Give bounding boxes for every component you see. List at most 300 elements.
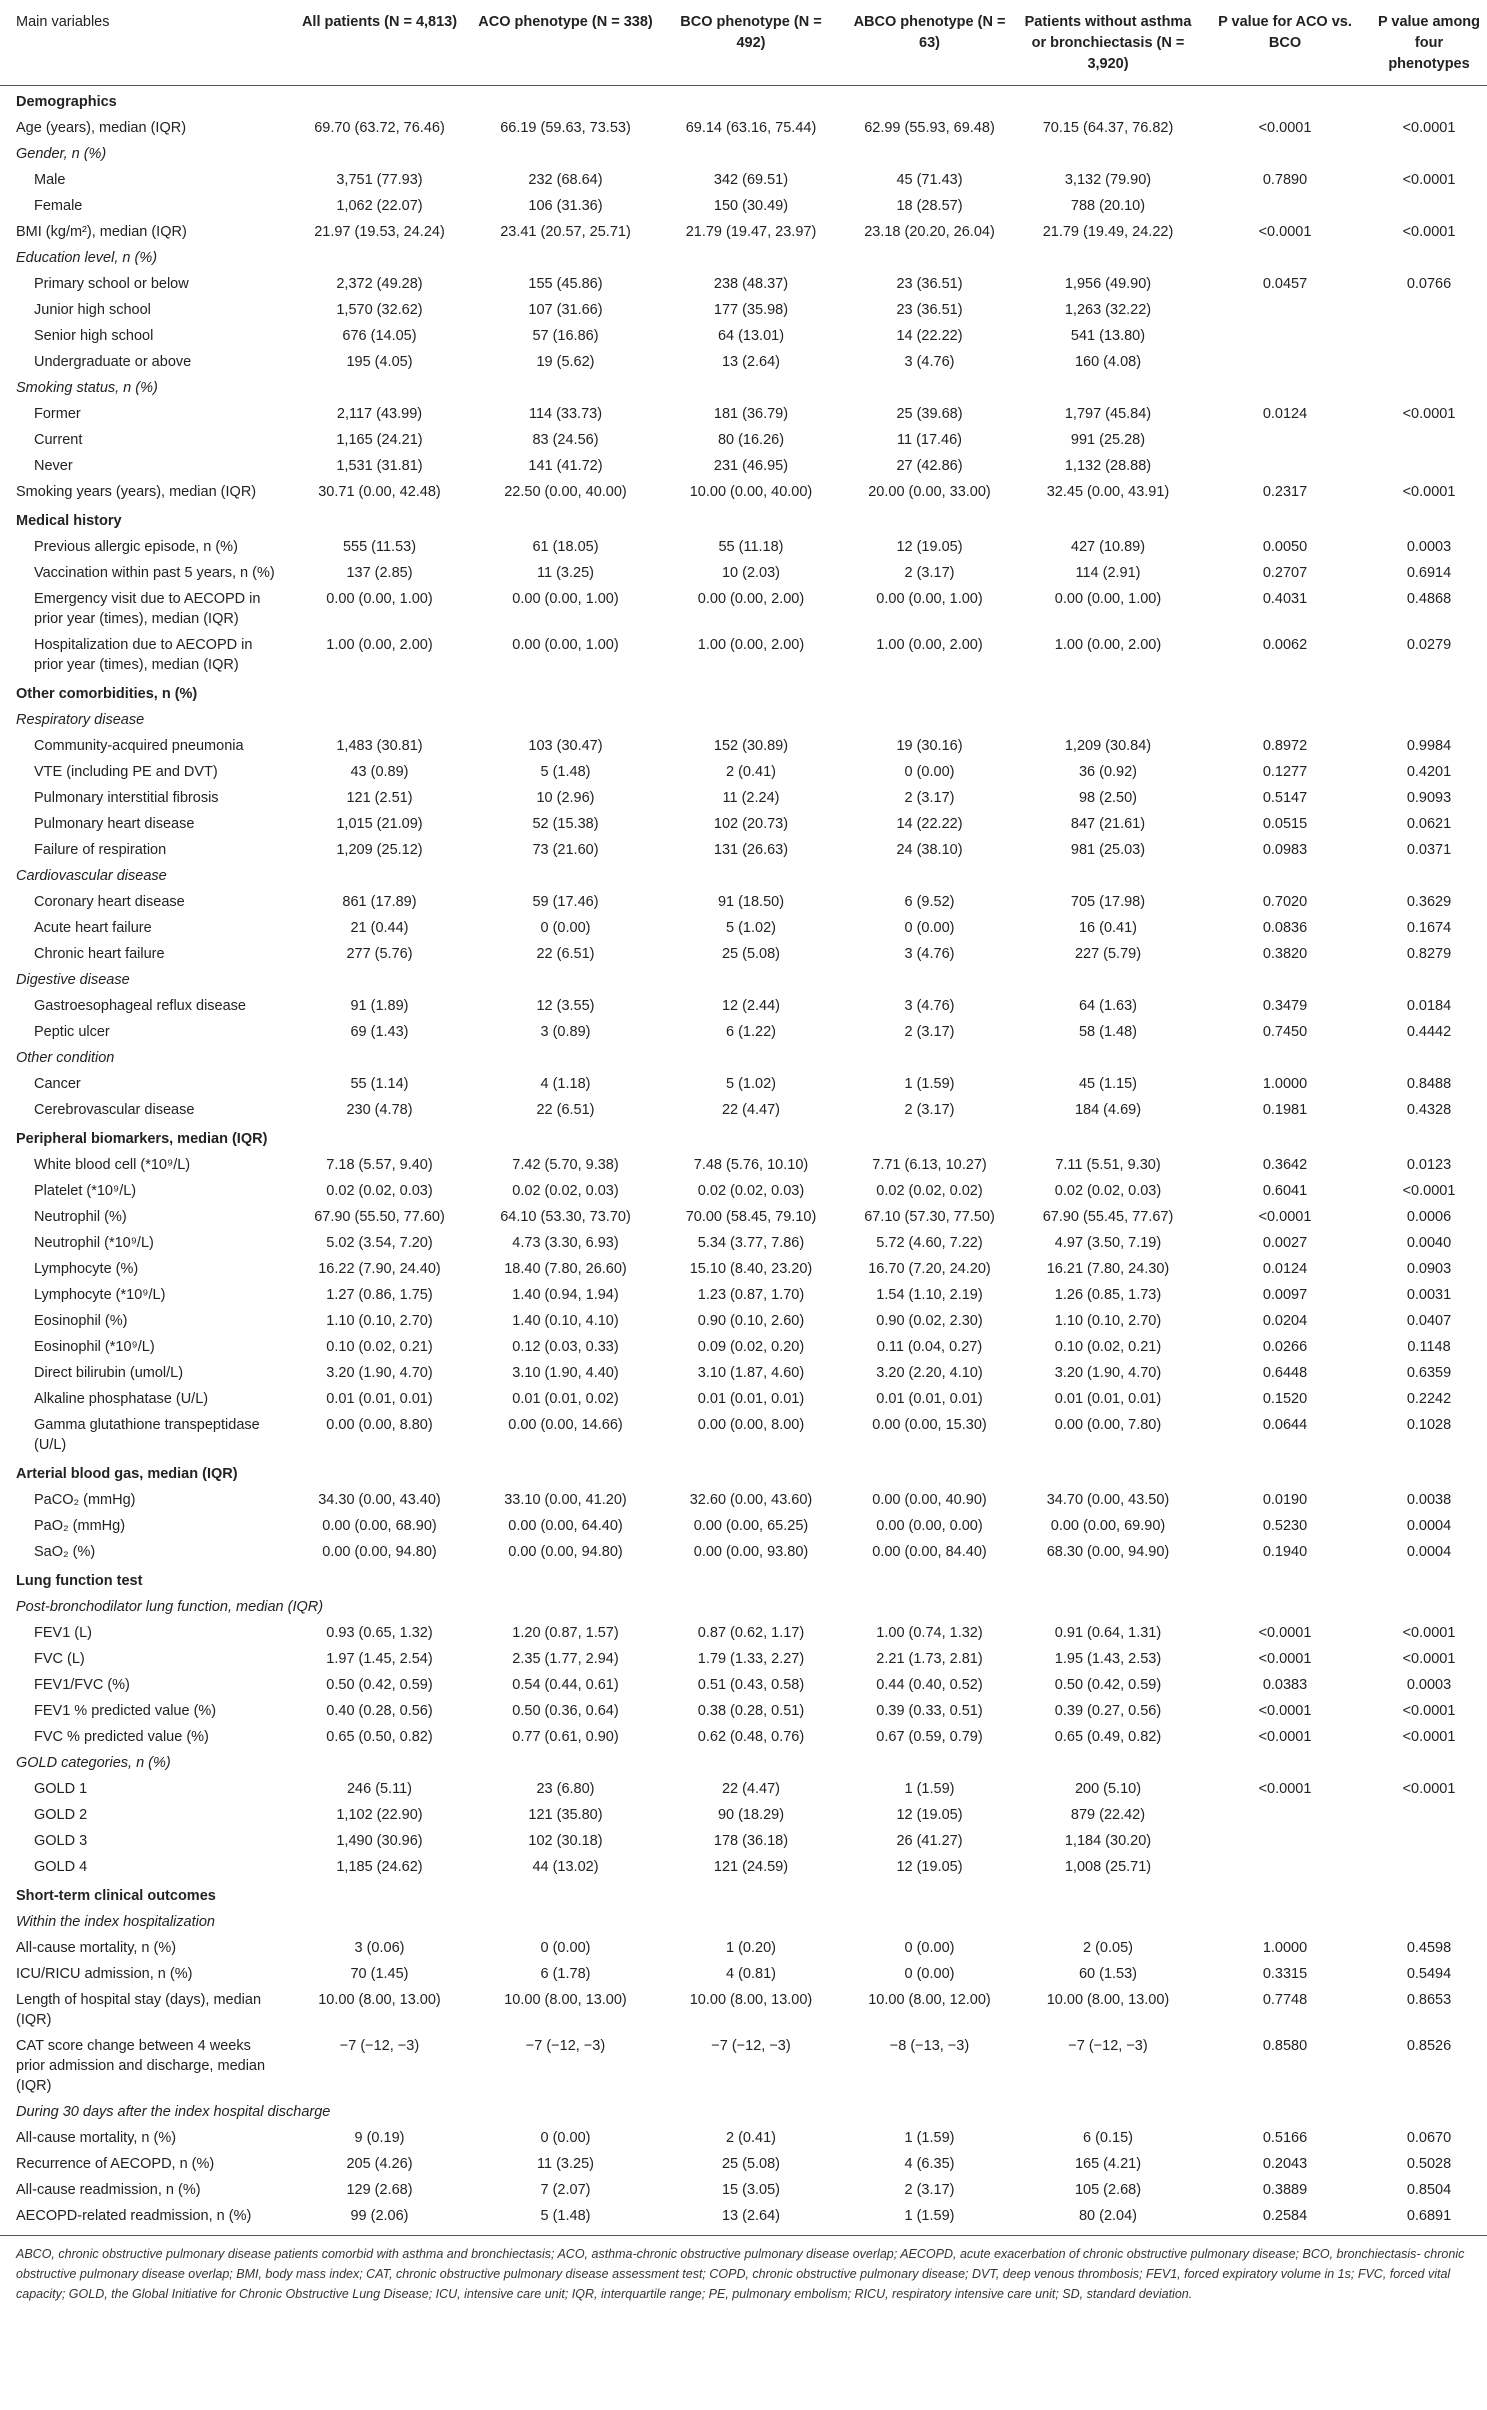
section-header-row [0, 505, 1487, 534]
row-label: Pulmonary heart disease [34, 816, 195, 832]
table-cell: 0.4031 [1262, 591, 1308, 607]
table-cell: 4 (0.81) [726, 1966, 776, 1982]
table-cell: 83 (24.56) [532, 432, 599, 448]
table-cell: 30.71 (0.00, 42.48) [318, 484, 441, 500]
table-cell: 1.95 (1.43, 2.53) [1054, 1651, 1162, 1667]
table-cell: <0.0001 [1258, 1703, 1312, 1719]
table-cell: −7 (−12, −3) [711, 2038, 791, 2054]
table-cell: 10.00 (8.00, 13.00) [689, 1992, 813, 2008]
table-row [0, 401, 1487, 427]
table-cell: 62.99 (55.93, 69.48) [864, 120, 995, 136]
table-cell: 165 (4.21) [1074, 2156, 1142, 2172]
table-cell: 64 (1.63) [1078, 998, 1138, 1014]
table-cell: 0.01 (0.01, 0.01) [326, 1391, 433, 1407]
table-row [0, 1802, 1487, 1828]
table-cell: 2.35 (1.77, 2.94) [512, 1651, 619, 1667]
table-cell: 10.00 (8.00, 13.00) [504, 1992, 627, 2008]
table-cell: 0.67 (0.59, 0.79) [876, 1729, 983, 1745]
table-cell: 1.00 (0.00, 2.00) [876, 637, 983, 653]
table-cell: 1 (0.20) [726, 1940, 776, 1956]
row-label: Eosinophil (%) [34, 1313, 128, 1329]
table-footnote: ABCO, chronic obstructive pulmonary disease patients comorbid with asthma and bronchiectasis; ACO, asthma-chronic obstructive pulmonary disease overlap; AECOPD, acute exacerbation of chronic obstructive pulmonary disease; BCO, bronchiectasis- chronic obstructive pulmonary disease overlap; BMI, body mass index; CAT, chronic obstructive pulmonary disease assessment test; COPD, chronic obstructive pulmonary disease; DVT, deep venous thrombosis; FEV1, forced expiratory volume in 1s; FVC, forced vital capacity; GOLD, the Global Initiative for Chronic Obstructive Lung Disease; ICU, intensive care unit; IQR, interquartile range; PE, pulmonary embolism; RICU, respiratory intensive care unit; SD, standard deviation. [0, 2235, 1487, 2304]
header-all-patients: All patients (N = 4,813) [301, 14, 458, 30]
table-cell: 16.70 (7.20, 24.20) [868, 1261, 991, 1277]
table-cell: 26 (41.27) [896, 1833, 963, 1849]
table-cell: 1,184 (30.20) [1064, 1833, 1152, 1849]
table-cell: 0.1277 [1262, 764, 1308, 780]
table-cell: 0.00 (0.00, 14.66) [508, 1417, 623, 1433]
table-cell: 0.01 (0.01, 0.01) [876, 1391, 983, 1407]
table-cell: 555 (11.53) [342, 539, 417, 555]
table-cell: −8 (−13, −3) [889, 2038, 970, 2054]
table-cell: 0.6448 [1262, 1365, 1308, 1381]
row-label: PaO₂ (mmHg) [34, 1518, 126, 1534]
table-cell: 32.45 (0.00, 43.91) [1046, 484, 1170, 500]
table-cell: 2.21 (1.73, 2.81) [876, 1651, 983, 1667]
table-cell: 0.0124 [1262, 406, 1308, 422]
table-cell [1199, 349, 1371, 375]
table-cell: 102 (20.73) [713, 816, 789, 832]
table-cell: 0.0670 [1406, 2130, 1452, 2146]
section-label: Demographics [16, 94, 117, 110]
table-cell [1371, 427, 1487, 453]
table-cell: 0.6359 [1406, 1365, 1452, 1381]
table-cell: 43 (0.89) [350, 764, 409, 780]
table-cell: 0.12 (0.03, 0.33) [512, 1339, 619, 1355]
table-cell: 541 (13.80) [1070, 328, 1146, 344]
header-abco: ABCO phenotype (N = 63) [853, 14, 1006, 51]
table-cell: 0.0266 [1262, 1339, 1308, 1355]
row-label: Length of hospital stay (days), median (IQR) [16, 1992, 262, 2028]
row-label: GOLD 4 [34, 1859, 88, 1875]
row-label: Platelet (*10⁹/L) [34, 1183, 137, 1199]
row-label: Lymphocyte (%) [34, 1261, 139, 1277]
table-cell: 184 (4.69) [1074, 1102, 1142, 1118]
table-cell: 1.00 (0.00, 2.00) [1054, 637, 1162, 653]
table-cell: 0.9984 [1406, 738, 1452, 754]
subsection-row [0, 967, 1487, 993]
table-cell: 0.01 (0.01, 0.01) [1054, 1391, 1162, 1407]
table-cell: 90 (18.29) [717, 1807, 785, 1823]
row-label: FVC % predicted value (%) [34, 1729, 209, 1745]
table-cell: 1.00 (0.74, 1.32) [876, 1625, 983, 1641]
table-cell: 11 (17.46) [896, 432, 963, 448]
table-cell: 0.90 (0.02, 2.30) [876, 1313, 983, 1329]
table-cell: 129 (2.68) [346, 2182, 413, 2198]
table-cell: 0.65 (0.49, 0.82) [1054, 1729, 1162, 1745]
table-cell: 0.40 (0.28, 0.56) [326, 1703, 433, 1719]
table-cell: 1,015 (21.09) [336, 816, 423, 832]
table-row [0, 2033, 1487, 2099]
table-cell: 1.27 (0.86, 1.75) [326, 1287, 433, 1303]
section-header-row [0, 1880, 1487, 1909]
table-cell: 5.72 (4.60, 7.22) [876, 1235, 983, 1251]
table-row [0, 1019, 1487, 1045]
table-cell: 3 (4.76) [904, 354, 955, 370]
table-cell: 0.00 (0.00, 94.80) [322, 1544, 437, 1560]
row-label: AECOPD-related readmission, n (%) [16, 2208, 252, 2224]
subsection-row [0, 1909, 1487, 1935]
row-label: Direct bilirubin (umol/L) [34, 1365, 184, 1381]
table-cell: 0.4442 [1406, 1024, 1452, 1040]
table-cell: 0.3642 [1262, 1157, 1308, 1173]
table-cell: 3,132 (79.90) [1064, 172, 1152, 188]
table-cell: 2 (3.17) [904, 565, 955, 581]
table-cell: 1.00 (0.00, 2.00) [326, 637, 433, 653]
table-cell: 246 (5.11) [346, 1781, 413, 1797]
row-label: White blood cell (*10⁹/L) [34, 1157, 191, 1173]
table-cell: 0.10 (0.02, 0.21) [1054, 1339, 1162, 1355]
table-cell: 0.4868 [1406, 591, 1452, 607]
table-cell: 0.3889 [1262, 2182, 1308, 2198]
table-cell: 0.6914 [1406, 565, 1452, 581]
table-row [0, 586, 1487, 632]
table-cell: 22 (6.51) [536, 1102, 595, 1118]
table-cell: <0.0001 [1258, 1651, 1312, 1667]
table-cell: 12 (19.05) [896, 539, 963, 555]
table-cell: 1.23 (0.87, 1.70) [697, 1287, 805, 1303]
table-cell: <0.0001 [1258, 224, 1312, 240]
table-row [0, 1539, 1487, 1565]
table-cell: <0.0001 [1402, 1703, 1456, 1719]
table-cell: 0.00 (0.00, 93.80) [693, 1544, 809, 1560]
table-cell: 67.90 (55.50, 77.60) [314, 1209, 445, 1225]
table-cell: 25 (5.08) [721, 946, 781, 962]
table-cell: 427 (10.89) [1070, 539, 1146, 555]
table-cell: 2 (3.17) [904, 1024, 955, 1040]
table-cell: 13 (2.64) [721, 2208, 781, 2224]
table-cell: 0.8279 [1406, 946, 1452, 962]
table-cell: 181 (36.79) [713, 406, 789, 422]
table-row [0, 1698, 1487, 1724]
table-cell: 1.97 (1.45, 2.54) [326, 1651, 433, 1667]
table-cell: 6 (9.52) [904, 894, 955, 910]
table-cell: 0.0983 [1262, 842, 1308, 858]
table-row [0, 1487, 1487, 1513]
table-row [0, 1230, 1487, 1256]
table-cell: <0.0001 [1402, 1183, 1456, 1199]
table-cell: 34.30 (0.00, 43.40) [318, 1492, 441, 1508]
row-label: GOLD 1 [34, 1781, 88, 1797]
header-without-asthma: Patients without asthma or bronchiectasis (N = 3,920) [1024, 14, 1192, 72]
table-cell: 0.91 (0.64, 1.31) [1054, 1625, 1162, 1641]
table-cell: 1.54 (1.10, 2.19) [876, 1287, 983, 1303]
table-row [0, 1386, 1487, 1412]
table-cell: 6 (0.15) [1083, 2130, 1133, 2146]
subsection-row [0, 863, 1487, 889]
table-row [0, 271, 1487, 297]
table-row [0, 479, 1487, 505]
table-cell: 150 (30.49) [713, 198, 789, 214]
table-row [0, 1334, 1487, 1360]
table-cell: 0.93 (0.65, 1.32) [326, 1625, 433, 1641]
table-row [0, 1620, 1487, 1646]
table-row [0, 1360, 1487, 1386]
table-cell: <0.0001 [1402, 1651, 1456, 1667]
row-label: VTE (including PE and DVT) [34, 764, 218, 780]
table-body [0, 86, 1487, 2230]
table-cell: 0.00 (0.00, 69.90) [1050, 1518, 1166, 1534]
table-cell [1199, 1854, 1371, 1880]
table-cell: 2 (0.05) [1083, 1940, 1133, 1956]
table-cell: 1.10 (0.10, 2.70) [326, 1313, 433, 1329]
table-row [0, 167, 1487, 193]
table-cell: 861 (17.89) [342, 894, 417, 910]
table-cell: 1 (1.59) [904, 1076, 955, 1092]
table-cell: 1.10 (0.10, 2.70) [1054, 1313, 1162, 1329]
table-cell: 0.0003 [1406, 539, 1452, 555]
table-cell: 16 (0.41) [1078, 920, 1138, 936]
table-cell: 1,490 (30.96) [336, 1833, 423, 1849]
table-cell: 0.5230 [1262, 1518, 1308, 1534]
table-cell: 7.11 (5.51, 9.30) [1055, 1157, 1161, 1173]
table-cell [1199, 1802, 1371, 1828]
table-cell: <0.0001 [1402, 1625, 1456, 1641]
subsection-label: GOLD categories, n (%) [16, 1755, 171, 1771]
table-cell: <0.0001 [1402, 172, 1456, 188]
table-cell: 160 (4.08) [1074, 354, 1142, 370]
table-cell: 0.00 (0.00, 84.40) [872, 1544, 987, 1560]
table-cell: 22 (4.47) [721, 1102, 781, 1118]
table-row [0, 837, 1487, 863]
table-row [0, 1178, 1487, 1204]
row-label: CAT score change between 4 weeks prior admission and discharge, median (IQR) [16, 2038, 266, 2094]
table-cell [1371, 193, 1487, 219]
subsection-label: Gender, n (%) [16, 146, 107, 162]
table-cell: 11 (3.25) [537, 2156, 594, 2172]
table-row [0, 349, 1487, 375]
table-cell: 0.0123 [1406, 1157, 1452, 1173]
table-cell [1371, 297, 1487, 323]
row-label: Neutrophil (*10⁹/L) [34, 1235, 154, 1251]
table-cell: 1,531 (31.81) [336, 458, 423, 474]
subsection-label: Cardiovascular disease [16, 868, 167, 884]
table-cell: 22.50 (0.00, 40.00) [504, 484, 627, 500]
table-cell: 59 (17.46) [532, 894, 599, 910]
table-cell: 2,117 (43.99) [336, 406, 423, 422]
table-cell: 0.62 (0.48, 0.76) [697, 1729, 805, 1745]
table-cell: 21.79 (19.47, 23.97) [685, 224, 817, 240]
table-row [0, 297, 1487, 323]
row-label: Junior high school [34, 302, 151, 318]
table-cell: 23.41 (20.57, 25.71) [500, 224, 631, 240]
table-cell: <0.0001 [1402, 1729, 1456, 1745]
row-label: SaO₂ (%) [34, 1544, 96, 1560]
table-cell: 44 (13.02) [532, 1859, 599, 1875]
table-cell: 10 (2.96) [536, 790, 595, 806]
row-label: Coronary heart disease [34, 894, 185, 910]
table-cell: 0.50 (0.36, 0.64) [512, 1703, 619, 1719]
header-row [0, 0, 1487, 86]
table-cell: 0.8504 [1406, 2182, 1452, 2198]
table-cell: 24 (38.10) [896, 842, 963, 858]
row-label: All-cause readmission, n (%) [16, 2182, 201, 2198]
table-cell: <0.0001 [1258, 120, 1312, 136]
subsection-label: Respiratory disease [16, 712, 145, 728]
table-cell: 0.00 (0.00, 8.80) [326, 1417, 433, 1433]
table-cell: 3.20 (2.20, 4.10) [876, 1365, 983, 1381]
table-cell: 0.2584 [1262, 2208, 1308, 2224]
row-label: Vaccination within past 5 years, n (%) [34, 565, 275, 581]
table-cell: 0.90 (0.10, 2.60) [697, 1313, 805, 1329]
row-label: PaCO₂ (mmHg) [34, 1492, 136, 1508]
table-row [0, 453, 1487, 479]
table-cell: 231 (46.95) [713, 458, 789, 474]
table-cell: 69.14 (63.16, 75.44) [685, 120, 817, 136]
table-cell: 0.00 (0.00, 1.00) [1054, 591, 1162, 607]
table-cell: 0.02 (0.02, 0.03) [697, 1183, 805, 1199]
table-cell: 155 (45.86) [528, 276, 603, 292]
table-cell: 11 (3.25) [537, 565, 594, 581]
table-cell: 4.97 (3.50, 7.19) [1054, 1235, 1162, 1251]
table-cell: 227 (5.79) [1074, 946, 1142, 962]
table-cell: 1.0000 [1262, 1076, 1308, 1092]
section-label: Peripheral biomarkers, median (IQR) [16, 1131, 268, 1147]
subsection-label: During 30 days after the index hospital discharge [16, 2104, 331, 2120]
table-cell: 0.00 (0.00, 64.40) [508, 1518, 623, 1534]
table-cell: 102 (30.18) [528, 1833, 603, 1849]
row-label: Gamma glutathione transpeptidase (U/L) [34, 1417, 260, 1453]
table-cell: 0.1148 [1407, 1339, 1451, 1355]
table-cell: 61 (18.05) [532, 539, 599, 555]
table-cell: 0.2043 [1262, 2156, 1308, 2172]
table-cell: 0.00 (0.00, 1.00) [876, 591, 983, 607]
table-cell: 0 (0.00) [540, 1940, 591, 1956]
table-cell: 0.54 (0.44, 0.61) [512, 1677, 619, 1693]
table-cell: 0.09 (0.02, 0.20) [697, 1339, 805, 1355]
table-cell: 0.65 (0.50, 0.82) [326, 1729, 433, 1745]
table-cell: 676 (14.05) [342, 328, 417, 344]
table-cell: 0.3820 [1262, 946, 1308, 962]
table-cell: 0 (0.00) [904, 920, 955, 936]
table-cell: 58 (1.48) [1078, 1024, 1138, 1040]
row-label: Lymphocyte (*10⁹/L) [34, 1287, 166, 1303]
table-cell: 1 (1.59) [904, 2208, 955, 2224]
table-cell: 0 (0.00) [540, 2130, 591, 2146]
table-cell: <0.0001 [1402, 224, 1456, 240]
table-cell: <0.0001 [1258, 1729, 1312, 1745]
table-cell: 12 (19.05) [896, 1807, 963, 1823]
table-cell: −7 (−12, −3) [1068, 2038, 1148, 2054]
table-cell: 2,372 (49.28) [336, 276, 423, 292]
table-row [0, 1646, 1487, 1672]
table-row [0, 1987, 1487, 2033]
table-cell: 232 (68.64) [528, 172, 603, 188]
table-cell: 0.01 (0.01, 0.02) [512, 1391, 619, 1407]
table-cell: 2 (3.17) [904, 1102, 955, 1118]
table-cell: 98 (2.50) [1078, 790, 1138, 806]
table-cell: 1.00 (0.00, 2.00) [697, 637, 805, 653]
row-label: Alkaline phosphatase (U/L) [34, 1391, 209, 1407]
table-cell: 342 (69.51) [713, 172, 789, 188]
table-cell: 23.18 (20.20, 26.04) [864, 224, 995, 240]
table-cell: 70.00 (58.45, 79.10) [685, 1209, 817, 1225]
table-cell: 27 (42.86) [896, 458, 963, 474]
table-cell: 7 (2.07) [540, 2182, 591, 2198]
row-label: Female [34, 198, 83, 214]
table-cell: 106 (31.36) [528, 198, 603, 214]
table-cell: 105 (2.68) [1074, 2182, 1142, 2198]
table-cell: 0.1981 [1262, 1102, 1308, 1118]
row-label: Undergraduate or above [34, 354, 192, 370]
table-cell: 0 (0.00) [904, 1940, 955, 1956]
subsection-row [0, 375, 1487, 401]
row-label: Community-acquired pneumonia [34, 738, 244, 754]
row-label: GOLD 2 [34, 1807, 88, 1823]
table-cell: 52 (15.38) [532, 816, 599, 832]
header-p-four-phenotypes: P value among four phenotypes [1377, 14, 1481, 72]
table-cell: 20.00 (0.00, 33.00) [868, 484, 991, 500]
table-cell: 21.97 (19.53, 24.24) [314, 224, 445, 240]
table-cell: 0.8580 [1262, 2038, 1308, 2054]
subsection-row [0, 1750, 1487, 1776]
subsection-row [0, 245, 1487, 271]
subsection-label: Digestive disease [16, 972, 130, 988]
table-cell: 0.8972 [1262, 738, 1308, 754]
table-cell: 1 (1.59) [904, 2130, 955, 2146]
section-label: Short-term clinical outcomes [16, 1888, 216, 1904]
table-cell: 14 (22.22) [896, 328, 963, 344]
row-label: GOLD 3 [34, 1833, 88, 1849]
subsection-row [0, 1594, 1487, 1620]
table-cell: 1 (1.59) [904, 1781, 955, 1797]
table-row [0, 915, 1487, 941]
table-cell: 107 (31.66) [528, 302, 603, 318]
table-cell: 0.7748 [1262, 1992, 1308, 2008]
table-cell: 0.10 (0.02, 0.21) [326, 1339, 433, 1355]
row-label: Never [34, 458, 73, 474]
header-aco: ACO phenotype (N = 338) [478, 14, 653, 30]
row-label: Former [34, 406, 81, 422]
table-cell: 3.20 (1.90, 4.70) [326, 1365, 433, 1381]
subsection-label: Other condition [16, 1050, 115, 1066]
row-label: Age (years), median (IQR) [16, 120, 187, 136]
table-cell: 34.70 (0.00, 43.50) [1046, 1492, 1170, 1508]
row-label: Male [34, 172, 66, 188]
table-cell: 0 (0.00) [904, 1966, 955, 1982]
table-cell: 879 (22.42) [1070, 1807, 1146, 1823]
table-cell: 0.51 (0.43, 0.58) [697, 1677, 805, 1693]
table-cell: 0.5028 [1406, 2156, 1452, 2172]
table-cell: 1.79 (1.33, 2.27) [697, 1651, 805, 1667]
table-cell: 11 (2.24) [722, 790, 780, 806]
table-cell: 10.00 (0.00, 40.00) [689, 484, 813, 500]
table-cell: 10.00 (8.00, 13.00) [1046, 1992, 1170, 2008]
table-cell: 22 (6.51) [536, 946, 595, 962]
section-header-row [0, 678, 1487, 707]
section-label: Lung function test [16, 1573, 143, 1589]
table-cell: 238 (48.37) [713, 276, 789, 292]
table-cell: <0.0001 [1402, 406, 1456, 422]
table-cell: 91 (1.89) [350, 998, 409, 1014]
table-cell: 0.02 (0.02, 0.03) [1054, 1183, 1162, 1199]
table-cell: 121 (24.59) [713, 1859, 789, 1875]
table-row [0, 733, 1487, 759]
table-cell: 0.0515 [1262, 816, 1308, 832]
header-main-variables: Main variables [16, 14, 110, 30]
table-cell: <0.0001 [1258, 1209, 1312, 1225]
table-cell: 70.15 (64.37, 76.82) [1042, 120, 1174, 136]
row-label: Emergency visit due to AECOPD in prior year (times), median (IQR) [34, 591, 261, 627]
table-cell: 0.7020 [1262, 894, 1308, 910]
table-cell: 16.22 (7.90, 24.40) [318, 1261, 441, 1277]
table-cell: −7 (−12, −3) [339, 2038, 420, 2054]
table-row [0, 2125, 1487, 2151]
table-cell: 0.1520 [1262, 1391, 1308, 1407]
table-header [0, 0, 1487, 86]
table-cell: 2 (0.41) [726, 2130, 776, 2146]
table-cell: 0.00 (0.00, 15.30) [872, 1417, 987, 1433]
